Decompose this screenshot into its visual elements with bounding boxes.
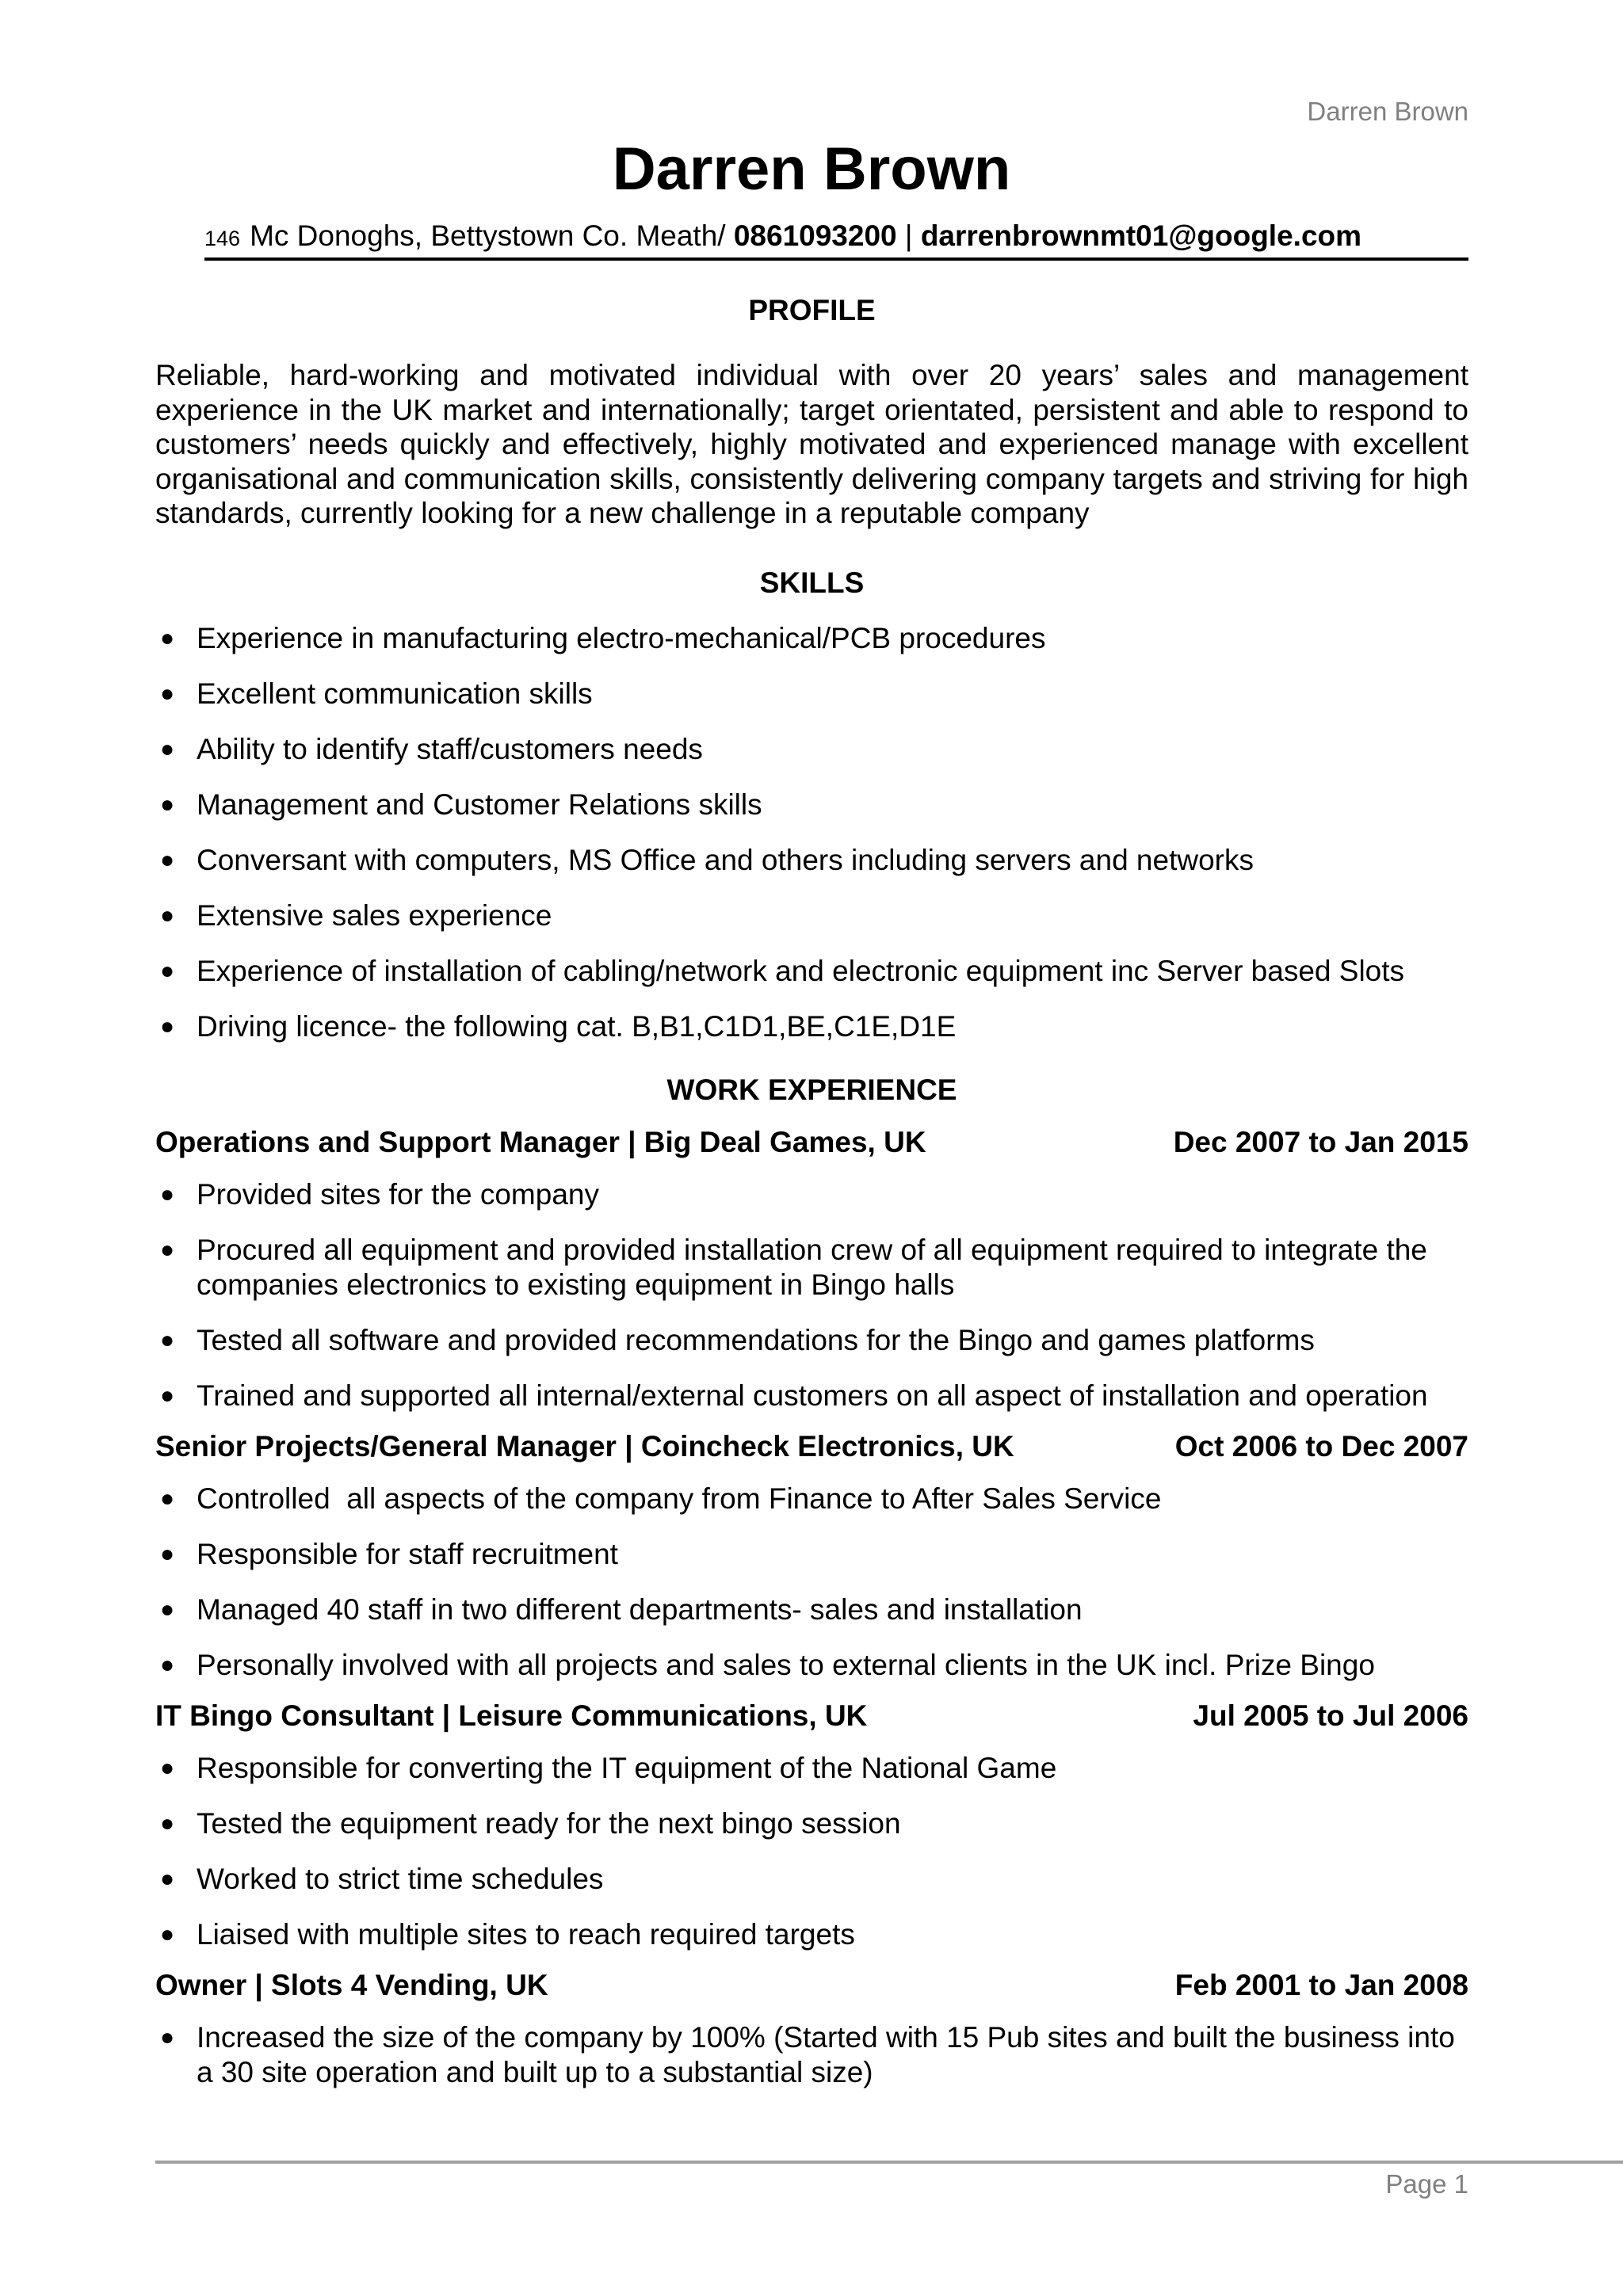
contact-phone: 0861093200 xyxy=(733,219,897,252)
skill-text: Conversant with computers, MS Office and others including servers and networks xyxy=(197,843,1254,876)
job-bullet-text: Trained and supported all internal/external customers on all aspect of installation and operation xyxy=(197,1379,1428,1412)
bullet-icon: ● xyxy=(160,1810,175,1836)
contact-divider xyxy=(204,257,1468,261)
bullet-icon: ● xyxy=(160,680,175,707)
bullet-icon: ● xyxy=(160,846,175,873)
job-bullet-text: Increased the size of the company by 100% (Started with 15 Pub sites and built the business into a 30 site operation and built up to a substantial size) xyxy=(197,2020,1455,2088)
bullet-icon: ● xyxy=(160,1540,175,1567)
job-title: Owner | Slots 4 Vending, UK xyxy=(155,1968,548,2001)
job-bullet-list xyxy=(155,1177,1468,1413)
footer-divider xyxy=(155,2161,1623,2164)
job-title: Senior Projects/General Manager | Coincheck Electronics, UK xyxy=(155,1429,1014,1463)
skill-text: Management and Customer Relations skills xyxy=(197,788,762,821)
bullet-icon: ● xyxy=(160,1382,175,1409)
job-bullet-text: Managed 40 staff in two different departments- sales and installation xyxy=(197,1592,1083,1626)
bullet-icon: ● xyxy=(160,957,175,984)
job-bullet-text: Controlled all aspects of the company from Finance to After Sales Service xyxy=(197,1482,1162,1515)
job-dates: Feb 2001 to Jan 2008 xyxy=(1174,1968,1468,2001)
list-item xyxy=(155,2020,1468,2090)
list-item xyxy=(155,677,1468,711)
list-item xyxy=(155,1323,1468,1358)
bullet-icon: ● xyxy=(160,1485,175,1512)
page-number: Page 1 xyxy=(1385,2169,1468,2199)
contact-separator: | xyxy=(904,219,913,252)
bullet-icon: ● xyxy=(160,1754,175,1781)
list-item xyxy=(155,1482,1468,1516)
list-item xyxy=(155,1751,1468,1786)
skills-list xyxy=(155,621,1468,1044)
list-item xyxy=(155,1806,1468,1841)
skill-text: Driving licence- the following cat. B,B1,C1D1,BE,C1E,D1E xyxy=(197,1009,957,1043)
bullet-icon: ● xyxy=(160,791,175,818)
skills-heading: SKILLS xyxy=(759,566,865,599)
skill-text: Extensive sales experience xyxy=(197,898,552,932)
bullet-icon: ● xyxy=(160,735,175,762)
candidate-name: Darren Brown xyxy=(612,135,1011,203)
bullet-icon: ● xyxy=(160,2023,175,2050)
bullet-icon: ● xyxy=(160,902,175,929)
list-item xyxy=(155,898,1468,933)
job-bullet-text: Liaised with multiple sites to reach required targets xyxy=(197,1917,855,1951)
bullet-icon: ● xyxy=(160,1651,175,1678)
list-item xyxy=(155,1177,1468,1212)
list-item xyxy=(155,1862,1468,1897)
job-header xyxy=(155,1125,1468,1160)
contact-house-number: 146 xyxy=(204,227,241,250)
list-item xyxy=(155,1537,1468,1572)
job-bullet-text: Tested all software and provided recommendations for the Bingo and games platforms xyxy=(197,1323,1315,1356)
job-title: IT Bingo Consultant | Leisure Communications, UK xyxy=(155,1699,868,1732)
list-item xyxy=(155,1233,1468,1302)
bullet-icon: ● xyxy=(160,1865,175,1892)
list-item xyxy=(155,788,1468,822)
list-item xyxy=(155,843,1468,878)
bullet-icon: ● xyxy=(160,1236,175,1263)
list-item xyxy=(155,1009,1468,1044)
bullet-icon: ● xyxy=(160,1013,175,1039)
profile-heading: PROFILE xyxy=(748,294,876,326)
bullet-icon: ● xyxy=(160,1596,175,1623)
job-bullet-text: Worked to strict time schedules xyxy=(197,1862,604,1895)
job-bullet-text: Provided sites for the company xyxy=(197,1177,599,1211)
job-header xyxy=(155,1968,1468,2003)
list-item xyxy=(155,954,1468,989)
job-dates: Oct 2006 to Dec 2007 xyxy=(1174,1429,1468,1463)
skill-text: Ability to identify staff/customers needs xyxy=(197,732,703,765)
list-item xyxy=(155,732,1468,767)
profile-text: Reliable, hard-working and motivated individual with over 20 years’ sales and management experience in the UK market and internationally; target orientated, persistent and able to respond to customers’ needs quickly and effectively, highly motivated and experienced manage with excellent organisational and communication skills, consistently delivering company targets and striving for high standards, currently looking for a new challenge in a reputable company xyxy=(155,359,1468,529)
job-bullet-text: Tested the equipment ready for the next bingo session xyxy=(197,1806,901,1840)
job-bullet-list xyxy=(155,2020,1468,2090)
bullet-icon: ● xyxy=(160,1920,175,1947)
resume-body xyxy=(155,293,1468,2090)
job-bullet-text: Personally involved with all projects and sales to external clients in the UK incl. Prize Bingo xyxy=(197,1648,1375,1681)
job-header xyxy=(155,1429,1468,1464)
job-bullet-list xyxy=(155,1482,1468,1683)
list-item xyxy=(155,1592,1468,1627)
skill-text: Experience of installation of cabling/network and electronic equipment inc Server based Slots xyxy=(197,954,1405,987)
list-item xyxy=(155,1379,1468,1413)
running-header-name: Darren Brown xyxy=(1307,97,1468,126)
work-experience-heading: WORK EXPERIENCE xyxy=(666,1073,957,1106)
job-header xyxy=(155,1699,1468,1733)
contact-address: Mc Donoghs, Bettystown Co. Meath/ xyxy=(250,219,726,252)
list-item xyxy=(155,1648,1468,1683)
bullet-icon: ● xyxy=(160,1180,175,1207)
contact-line xyxy=(204,219,1468,253)
job-bullet-text: Responsible for staff recruitment xyxy=(197,1537,618,1570)
bullet-icon: ● xyxy=(160,1326,175,1353)
job-bullet-list xyxy=(155,1751,1468,1952)
job-bullet-text: Procured all equipment and provided installation crew of all equipment required to integrate the companies electronics to existing equipment in Bingo halls xyxy=(197,1233,1427,1301)
job-dates: Dec 2007 to Jan 2015 xyxy=(1173,1125,1468,1158)
skill-text: Experience in manufacturing electro-mechanical/PCB procedures xyxy=(197,621,1046,654)
contact-email: darrenbrownmt01@google.com xyxy=(920,219,1362,252)
job-title: Operations and Support Manager | Big Deal Games, UK xyxy=(155,1125,926,1158)
job-bullet-text: Responsible for converting the IT equipment of the National Game xyxy=(197,1751,1057,1784)
list-item xyxy=(155,1917,1468,1952)
bullet-icon: ● xyxy=(160,624,175,651)
skill-text: Excellent communication skills xyxy=(197,677,593,710)
list-item xyxy=(155,621,1468,656)
job-dates: Jul 2005 to Jul 2006 xyxy=(1193,1699,1468,1732)
